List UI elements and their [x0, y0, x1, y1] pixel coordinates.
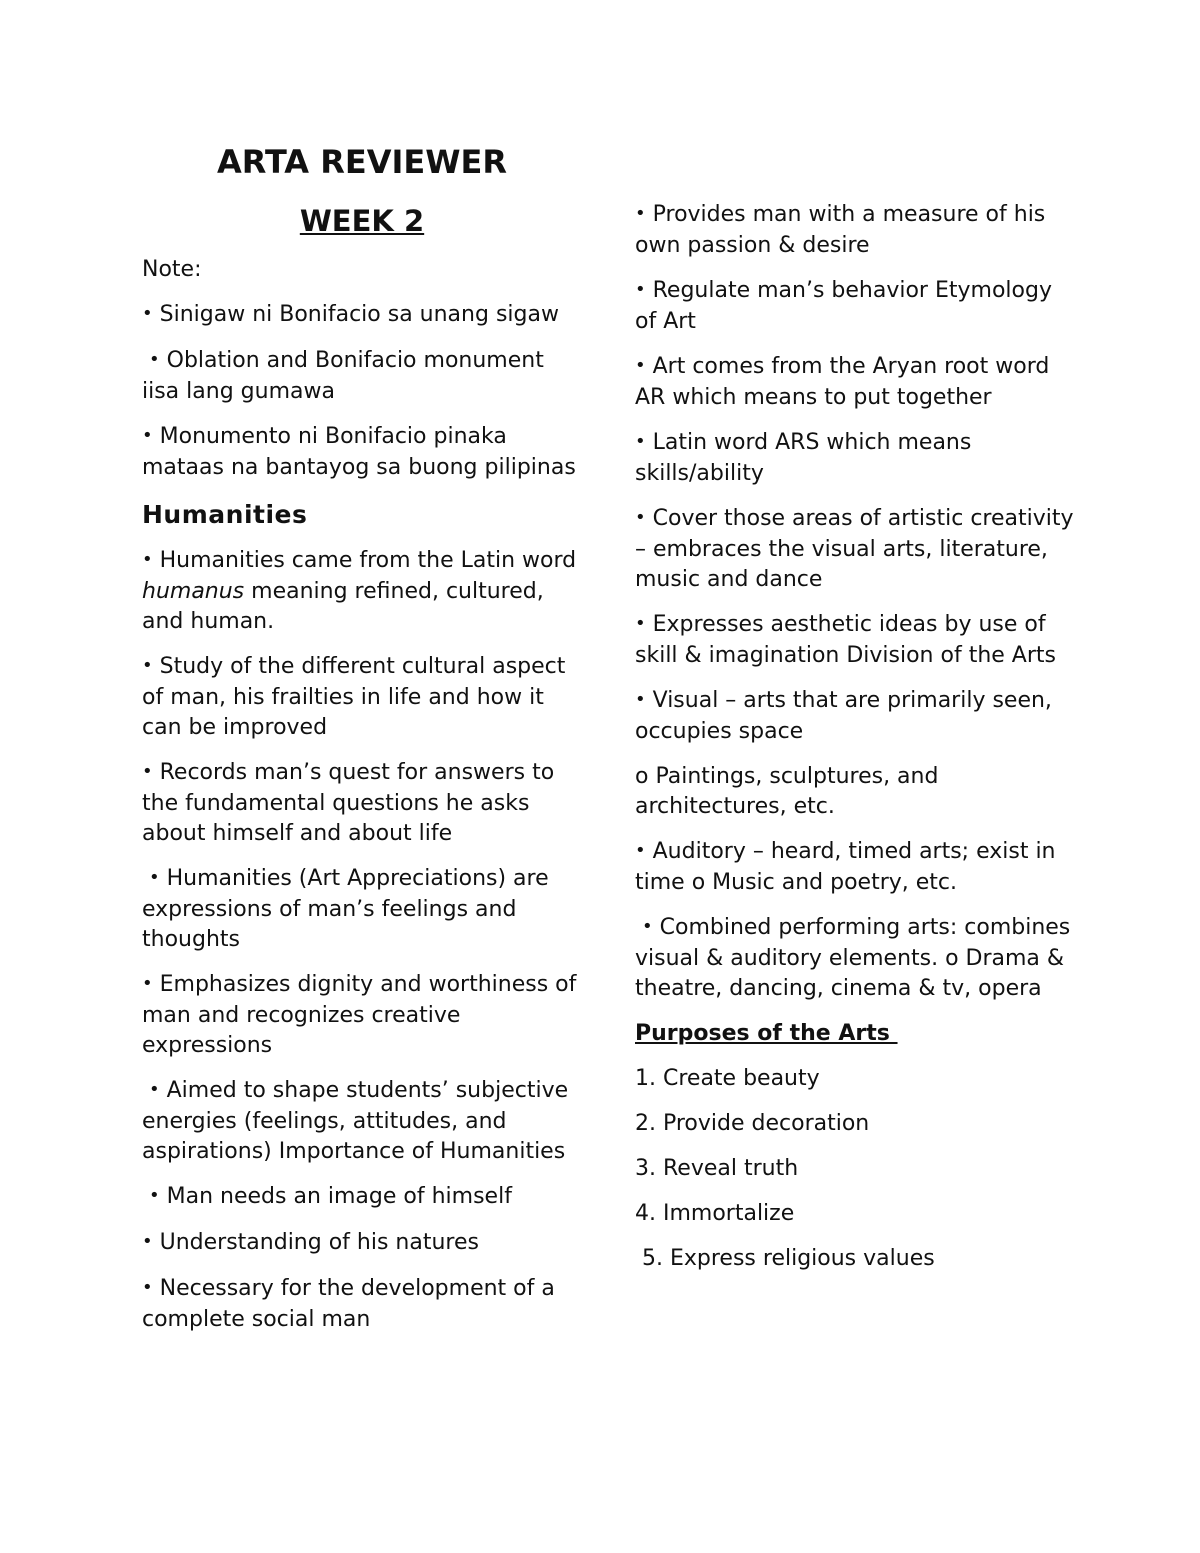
bullet-icon: • [142, 655, 153, 676]
bullet-icon: • [642, 916, 653, 937]
purposes-heading: Purposes of the Arts [635, 1021, 898, 1046]
bullet-icon: • [635, 203, 646, 224]
bullet-icon: • [142, 1231, 153, 1252]
bullet-icon: • [635, 507, 646, 528]
note-item: • Monumento ni Bonifacio pinaka mataas na bantayog sa buong pilipinas [142, 424, 576, 480]
right-column [635, 200, 1081, 1289]
humanities-item: • Humanities came from the Latin word humanus meaning refined, cultured, and human. [142, 548, 584, 634]
bullet-icon: • [149, 1185, 160, 1206]
bullet-icon: • [149, 349, 160, 370]
art-item: • Visual – arts that are primarily seen, occupies space [635, 688, 1059, 744]
bullet-icon: • [635, 279, 646, 300]
document-title: ARTA REVIEWER [216, 143, 508, 181]
humanities-item: • Man needs an image of himself [149, 1184, 512, 1209]
purpose-item: 3. Reveal truth [635, 1156, 799, 1181]
note-item: • Oblation and Bonifacio monument iisa lang gumawa [142, 348, 551, 404]
bullet-icon: • [142, 303, 153, 324]
bullet-icon: • [149, 1079, 160, 1100]
purpose-item: 1. Create beauty [635, 1066, 820, 1091]
humanities-item: • Necessary for the development of a complete social man [142, 1276, 562, 1332]
note-label: Note: [142, 257, 202, 282]
left-column [142, 255, 582, 1350]
bullet-icon: • [142, 761, 153, 782]
art-item: • Provides man with a measure of his own passion & desire [635, 202, 1053, 258]
humanities-heading: Humanities [142, 500, 308, 529]
art-item: • Art comes from the Aryan root word AR which means to put together [635, 354, 1057, 410]
art-sub-item: o Paintings, sculptures, and architectures, etc. [635, 764, 946, 819]
bullet-icon: • [142, 973, 153, 994]
humanities-item: • Records man’s quest for answers to the fundamental questions he asks about himself and about life [142, 760, 562, 846]
art-item: • Regulate man’s behavior Etymology of Art [635, 278, 1059, 334]
bullet-icon: • [142, 425, 153, 446]
bullet-icon: • [635, 840, 646, 861]
bullet-icon: • [635, 355, 646, 376]
bullet-icon: • [142, 1277, 153, 1298]
bullet-icon: • [142, 549, 153, 570]
bullet-icon: • [635, 689, 646, 710]
art-item: • Expresses aesthetic ideas by use of skill & imagination Division of the Arts [635, 612, 1056, 668]
art-item: • Cover those areas of artistic creativity – embraces the visual arts, literature, music and dance [635, 506, 1081, 592]
purpose-item: 5. Express religious values [642, 1246, 935, 1271]
art-item: • Latin word ARS which means skills/ability [635, 430, 979, 486]
document-subtitle: WEEK 2 [299, 204, 425, 238]
humanities-item: • Aimed to shape students’ subjective energies (feelings, attitudes, and aspirations) Importance of Humanities [142, 1078, 576, 1164]
purpose-item: 4. Immortalize [635, 1201, 795, 1226]
humanities-item: • Study of the different cultural aspect of man, his frailties in life and how it can be improved [142, 654, 573, 740]
note-item: • Sinigaw ni Bonifacio sa unang sigaw [142, 302, 559, 327]
bullet-icon: • [635, 431, 646, 452]
bullet-icon: • [149, 867, 160, 888]
humanities-item: • Emphasizes dignity and worthiness of man and recognizes creative expressions [142, 972, 584, 1058]
humanities-item: • Humanities (Art Appreciations) are expressions of man’s feelings and thoughts [142, 866, 556, 952]
humanities-item: • Understanding of his natures [142, 1230, 479, 1255]
art-item: • Auditory – heard, timed arts; exist in time o Music and poetry, etc. [635, 839, 1063, 895]
purpose-item: 2. Provide decoration [635, 1111, 870, 1136]
art-item: • Combined performing arts: combines visual & auditory elements. o Drama & theatre, dancing, cinema & tv, opera [635, 915, 1078, 1001]
bullet-icon: • [635, 613, 646, 634]
